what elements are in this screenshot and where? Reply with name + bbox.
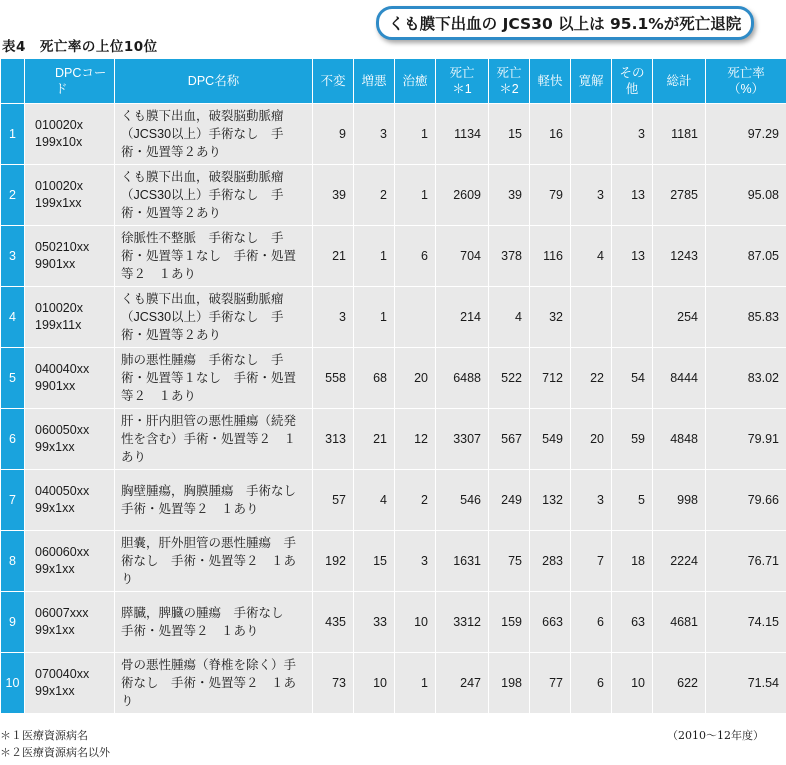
cell-sonota: 18 (612, 531, 653, 592)
cell-code: 06007xxx 99x1xx (25, 592, 115, 653)
footnote-1: ＊１医療資源病名 (0, 729, 88, 742)
table-row (1, 165, 786, 226)
cell-name: くも膜下出血，破裂脳動脈瘤（JCS30以上）手術なし 手術・処置等２あり (115, 165, 313, 226)
cell-zouaku: 3 (354, 104, 395, 165)
cell-shibou1: 3312 (436, 592, 489, 653)
header-fuhen: 不変 (313, 59, 354, 104)
cell-name: 肺の悪性腫瘍 手術なし 手術・処置等１なし 手術・処置等２ １あり (115, 348, 313, 409)
cell-zouaku: 68 (354, 348, 395, 409)
cell-shibou1: 6488 (436, 348, 489, 409)
cell-rank: 4 (1, 287, 25, 348)
cell-shibou2: 567 (489, 409, 530, 470)
cell-name: くも膜下出血，破裂脳動脈瘤（JCS30以上）手術なし 手術・処置等２あり (115, 287, 313, 348)
cell-shibou2: 15 (489, 104, 530, 165)
cell-shibou2: 198 (489, 653, 530, 714)
cell-sonota: 54 (612, 348, 653, 409)
footnote-2: ＊２医療資源病名以外 (0, 746, 110, 759)
cell-fuhen: 21 (313, 226, 354, 287)
cell-sonota: 13 (612, 165, 653, 226)
cell-chiyu: 1 (395, 104, 436, 165)
cell-sonota: 3 (612, 104, 653, 165)
cell-keikai: 116 (530, 226, 571, 287)
cell-shibouritsu: 79.91 (706, 409, 786, 470)
header-shibouritsu: 死亡率 （%） (706, 59, 786, 104)
cell-rank: 7 (1, 470, 25, 531)
cell-shibou2: 522 (489, 348, 530, 409)
cell-shibou1: 1134 (436, 104, 489, 165)
cell-chiyu: 1 (395, 165, 436, 226)
cell-zouaku: 4 (354, 470, 395, 531)
header-shibou2: 死亡 ＊2 (489, 59, 530, 104)
cell-code: 010020x 199x1xx (25, 165, 115, 226)
cell-shibou1: 3307 (436, 409, 489, 470)
cell-shibouritsu: 87.05 (706, 226, 786, 287)
cell-fuhen: 192 (313, 531, 354, 592)
table-row (1, 470, 786, 531)
cell-rank: 3 (1, 226, 25, 287)
cell-rank: 5 (1, 348, 25, 409)
cell-zouaku: 15 (354, 531, 395, 592)
cell-keikai: 16 (530, 104, 571, 165)
cell-shibou2: 39 (489, 165, 530, 226)
cell-kankai (571, 104, 612, 165)
cell-kankai: 3 (571, 165, 612, 226)
table-body (1, 104, 786, 714)
cell-code: 040040xx 9901xx (25, 348, 115, 409)
cell-keikai: 663 (530, 592, 571, 653)
cell-rank: 9 (1, 592, 25, 653)
cell-kankai: 22 (571, 348, 612, 409)
table-row (1, 592, 786, 653)
cell-chiyu: 2 (395, 470, 436, 531)
cell-shibou2: 4 (489, 287, 530, 348)
cell-soukei: 4681 (653, 592, 706, 653)
cell-shibou1: 2609 (436, 165, 489, 226)
cell-keikai: 79 (530, 165, 571, 226)
cell-fuhen: 73 (313, 653, 354, 714)
cell-shibou1: 247 (436, 653, 489, 714)
cell-code: 050210xx 9901xx (25, 226, 115, 287)
cell-rank: 1 (1, 104, 25, 165)
cell-fuhen: 57 (313, 470, 354, 531)
cell-shibou2: 75 (489, 531, 530, 592)
cell-shibou2: 378 (489, 226, 530, 287)
cell-kankai (571, 287, 612, 348)
header-kankai: 寛解 (571, 59, 612, 104)
cell-shibouritsu: 71.54 (706, 653, 786, 714)
cell-fuhen: 558 (313, 348, 354, 409)
cell-rank: 8 (1, 531, 25, 592)
cell-shibouritsu: 79.66 (706, 470, 786, 531)
mortality-table (0, 58, 786, 714)
cell-shibouritsu: 95.08 (706, 165, 786, 226)
cell-soukei: 8444 (653, 348, 706, 409)
cell-keikai: 712 (530, 348, 571, 409)
cell-soukei: 2785 (653, 165, 706, 226)
table-row (1, 104, 786, 165)
cell-sonota: 5 (612, 470, 653, 531)
cell-kankai: 7 (571, 531, 612, 592)
cell-name: 胸壁腫瘍，胸膜腫瘍 手術なし 手術・処置等２ １あり (115, 470, 313, 531)
table-row (1, 531, 786, 592)
cell-fuhen: 435 (313, 592, 354, 653)
cell-shibouritsu: 85.83 (706, 287, 786, 348)
table-row (1, 287, 786, 348)
cell-shibou1: 704 (436, 226, 489, 287)
cell-name: 膵臓，脾臓の腫瘍 手術なし 手術・処置等２ １あり (115, 592, 313, 653)
cell-shibou2: 249 (489, 470, 530, 531)
cell-shibou2: 159 (489, 592, 530, 653)
cell-sonota: 13 (612, 226, 653, 287)
cell-zouaku: 1 (354, 287, 395, 348)
table-row (1, 653, 786, 714)
cell-rank: 6 (1, 409, 25, 470)
period-note: （2010～12年度） (667, 729, 764, 742)
cell-keikai: 77 (530, 653, 571, 714)
cell-shibouritsu: 83.02 (706, 348, 786, 409)
cell-fuhen: 3 (313, 287, 354, 348)
callout-text: くも膜下出血の JCS30 以上は 95.1%が死亡退院 (388, 15, 742, 33)
cell-soukei: 622 (653, 653, 706, 714)
cell-kankai: 6 (571, 653, 612, 714)
cell-sonota: 59 (612, 409, 653, 470)
cell-soukei: 4848 (653, 409, 706, 470)
cell-chiyu: 1 (395, 653, 436, 714)
cell-chiyu: 12 (395, 409, 436, 470)
cell-name: くも膜下出血，破裂脳動脈瘤（JCS30以上）手術なし 手術・処置等２あり (115, 104, 313, 165)
cell-sonota: 63 (612, 592, 653, 653)
table-row (1, 226, 786, 287)
cell-rank: 10 (1, 653, 25, 714)
cell-chiyu: 3 (395, 531, 436, 592)
cell-code: 070040xx 99x1xx (25, 653, 115, 714)
header-row (1, 59, 786, 104)
cell-fuhen: 9 (313, 104, 354, 165)
cell-shibouritsu: 97.29 (706, 104, 786, 165)
cell-sonota (612, 287, 653, 348)
cell-keikai: 132 (530, 470, 571, 531)
cell-shibou1: 546 (436, 470, 489, 531)
cell-chiyu: 10 (395, 592, 436, 653)
cell-zouaku: 2 (354, 165, 395, 226)
header-shibou1: 死亡 ＊1 (436, 59, 489, 104)
cell-kankai: 3 (571, 470, 612, 531)
cell-name: 肝・肝内胆管の悪性腫瘍（続発性を含む）手術・処置等２ １あり (115, 409, 313, 470)
header-soukei: 総計 (653, 59, 706, 104)
cell-name: 胆嚢，肝外胆管の悪性腫瘍 手術なし 手術・処置等２ １あり (115, 531, 313, 592)
cell-soukei: 1243 (653, 226, 706, 287)
cell-code: 060050xx 99x1xx (25, 409, 115, 470)
cell-name: 徐脈性不整脈 手術なし 手術・処置等１なし 手術・処置等２ １あり (115, 226, 313, 287)
cell-code: 060060xx 99x1xx (25, 531, 115, 592)
cell-zouaku: 33 (354, 592, 395, 653)
cell-soukei: 998 (653, 470, 706, 531)
cell-zouaku: 21 (354, 409, 395, 470)
header-rank (1, 59, 25, 104)
table-row (1, 348, 786, 409)
cell-chiyu: 6 (395, 226, 436, 287)
table-title: 表4 死亡率の上位10位 (2, 39, 158, 55)
cell-keikai: 283 (530, 531, 571, 592)
cell-fuhen: 313 (313, 409, 354, 470)
header-chiyu: 治癒 (395, 59, 436, 104)
header-dpc-name: DPC名称 (115, 59, 313, 104)
cell-sonota: 10 (612, 653, 653, 714)
header-sonota: その 他 (612, 59, 653, 104)
cell-chiyu: 20 (395, 348, 436, 409)
cell-shibou1: 214 (436, 287, 489, 348)
cell-zouaku: 1 (354, 226, 395, 287)
cell-kankai: 6 (571, 592, 612, 653)
cell-code: 040050xx 99x1xx (25, 470, 115, 531)
header-dpc-code: DPCコード (25, 59, 115, 104)
cell-zouaku: 10 (354, 653, 395, 714)
cell-chiyu (395, 287, 436, 348)
cell-shibouritsu: 76.71 (706, 531, 786, 592)
cell-keikai: 32 (530, 287, 571, 348)
cell-soukei: 254 (653, 287, 706, 348)
cell-kankai: 20 (571, 409, 612, 470)
cell-rank: 2 (1, 165, 25, 226)
footnotes (0, 727, 110, 761)
cell-fuhen: 39 (313, 165, 354, 226)
table-row (1, 409, 786, 470)
cell-code: 010020x 199x11x (25, 287, 115, 348)
cell-soukei: 2224 (653, 531, 706, 592)
header-zouaku: 増悪 (354, 59, 395, 104)
cell-soukei: 1181 (653, 104, 706, 165)
cell-keikai: 549 (530, 409, 571, 470)
cell-kankai: 4 (571, 226, 612, 287)
header-keikai: 軽快 (530, 59, 571, 104)
cell-name: 骨の悪性腫瘍（脊椎を除く）手術なし 手術・処置等２ １あり (115, 653, 313, 714)
cell-shibouritsu: 74.15 (706, 592, 786, 653)
cell-shibou1: 1631 (436, 531, 489, 592)
cell-code: 010020x 199x10x (25, 104, 115, 165)
callout-box (376, 6, 754, 40)
